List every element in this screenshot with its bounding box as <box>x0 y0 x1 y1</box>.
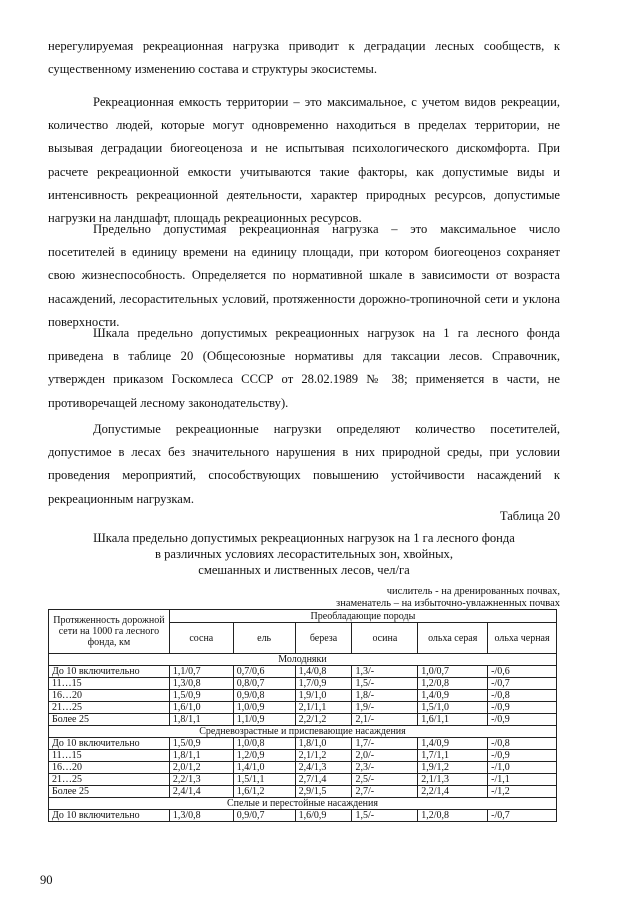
road-length-cell: 11…15 <box>49 678 170 690</box>
load-value-cell: -/0,6 <box>488 666 557 678</box>
load-value-cell: 2,1/1,1 <box>295 702 352 714</box>
load-value-cell: 1,0/0,9 <box>233 702 295 714</box>
section-row <box>49 798 557 810</box>
load-value-cell: 1,6/1,2 <box>233 786 295 798</box>
table-label: Таблица 20 <box>499 509 560 523</box>
load-value-cell: -/1,0 <box>488 762 557 774</box>
load-value-cell: 2,9/1,5 <box>295 786 352 798</box>
load-value-cell: 1,8/1,1 <box>169 714 233 726</box>
header-road-length: Протяженность дорожной сети на 1000 га лесного фонда, км <box>49 610 170 654</box>
load-value-cell: 1,3/- <box>352 666 418 678</box>
table-row <box>49 810 557 822</box>
header-species: ольха серая <box>418 623 488 654</box>
road-length-cell: Более 25 <box>49 714 170 726</box>
load-value-cell: 2,7/1,4 <box>295 774 352 786</box>
table-note-line: знаменатель – на избыточно-увлажненных почвах <box>336 598 560 609</box>
load-value-cell: 1,7/0,9 <box>295 678 352 690</box>
load-value-cell: 0,9/0,8 <box>233 690 295 702</box>
load-value-cell: 1,5/- <box>352 810 418 822</box>
load-value-cell: -/0,7 <box>488 810 557 822</box>
load-value-cell: 1,1/0,7 <box>169 666 233 678</box>
load-value-cell: -/1,2 <box>488 786 557 798</box>
load-value-cell: 1,5/0,9 <box>169 690 233 702</box>
load-value-cell: 2,0/1,2 <box>169 762 233 774</box>
load-value-cell: 2,0/- <box>352 750 418 762</box>
table-row <box>49 786 557 798</box>
table-row <box>49 714 557 726</box>
road-length-cell: До 10 включительно <box>49 666 170 678</box>
section-row <box>49 654 557 666</box>
load-value-cell: 1,4/0,9 <box>418 738 488 750</box>
load-value-cell: 1,8/- <box>352 690 418 702</box>
table-title-line: в различных условиях лесорастительных зон, хвойных, <box>155 547 453 561</box>
table-title-line: Шкала предельно допустимых рекреационных нагрузок на 1 га лесного фонда <box>93 531 515 545</box>
load-value-cell: -/1,1 <box>488 774 557 786</box>
paragraph-4: Шкала предельно допустимых рекреационных нагрузок на 1 га лесного фонда приведена в таблице 20 (Общесоюзные нормативы для таксации лесов. Справочник, утвержден приказом Госкомлеса СССР от 28.02.1989 № 38; применяется в части, не противоречащей лесному законодательству). <box>48 326 560 410</box>
load-value-cell: -/0,9 <box>488 702 557 714</box>
load-value-cell: 1,8/1,1 <box>169 750 233 762</box>
header-species-group: Преобладающие породы <box>169 610 556 623</box>
paragraph-3: Предельно допустимая рекреационная нагрузка – это максимальное число посетителей в единицу времени на единицу площади, при котором биогеоценоз сохраняет свою жизнеспособность. Определяется по нормативной шкале в зависимости от возраста насаждений, лесорастительных условий, протяженности дорожно-тропиночной сети и уклона поверхности. <box>48 222 560 329</box>
road-length-cell: До 10 включительно <box>49 738 170 750</box>
load-value-cell: 2,5/- <box>352 774 418 786</box>
load-value-cell: 1,3/0,8 <box>169 678 233 690</box>
load-value-cell: 1,7/1,1 <box>418 750 488 762</box>
section-row <box>49 726 557 738</box>
load-value-cell: -/0,9 <box>488 750 557 762</box>
road-length-cell: 21…25 <box>49 774 170 786</box>
load-value-cell: 1,9/1,0 <box>295 690 352 702</box>
load-value-cell: 2,7/- <box>352 786 418 798</box>
paragraph-5: Допустимые рекреационные нагрузки определяют количество посетителей, допустимое в лесах без значительного нарушения в них природной среды, при условии проведения мероприятий, способствующих повышению устойчивости насаждений к рекреационным нагрузкам. <box>48 422 560 506</box>
paragraph-1: нерегулируемая рекреационная нагрузка приводит к деградации лесных сообществ, к существенному изменению состава и структуры экосистемы. <box>48 39 560 77</box>
load-value-cell: 2,1/1,3 <box>418 774 488 786</box>
table-row <box>49 702 557 714</box>
load-value-cell: 1,1/0,9 <box>233 714 295 726</box>
road-length-cell: До 10 включительно <box>49 810 170 822</box>
header-species: сосна <box>169 623 233 654</box>
load-value-cell: 1,3/0,8 <box>169 810 233 822</box>
table-title-line: смешанных и лиственных лесов, чел/га <box>198 563 410 577</box>
table-note-line: числитель - на дренированных почвах, <box>386 586 560 597</box>
load-value-cell: 1,5/1,1 <box>233 774 295 786</box>
recreation-load-table <box>48 609 557 822</box>
load-value-cell: 1,2/0,8 <box>418 810 488 822</box>
load-value-cell: 2,1/1,2 <box>295 750 352 762</box>
load-value-cell: 0,9/0,7 <box>233 810 295 822</box>
road-length-cell: 21…25 <box>49 702 170 714</box>
table-note <box>336 586 560 610</box>
load-value-cell: 2,1/- <box>352 714 418 726</box>
load-value-cell: 0,8/0,7 <box>233 678 295 690</box>
header-species: осина <box>352 623 418 654</box>
load-value-cell: 1,2/0,8 <box>418 678 488 690</box>
load-value-cell: 2,4/1,3 <box>295 762 352 774</box>
load-value-cell: -/0,9 <box>488 714 557 726</box>
load-value-cell: 1,2/0,9 <box>233 750 295 762</box>
load-value-cell: 1,9/- <box>352 702 418 714</box>
load-value-cell: 2,3/- <box>352 762 418 774</box>
load-value-cell: 1,6/1,1 <box>418 714 488 726</box>
table-row <box>49 738 557 750</box>
load-value-cell: 2,2/1,4 <box>418 786 488 798</box>
load-value-cell: -/0,7 <box>488 678 557 690</box>
load-value-cell: 1,9/1,2 <box>418 762 488 774</box>
table-body <box>49 654 557 822</box>
load-value-cell: 1,4/1,0 <box>233 762 295 774</box>
load-value-cell: 2,4/1,4 <box>169 786 233 798</box>
road-length-cell: 11…15 <box>49 750 170 762</box>
load-value-cell: 1,5/0,9 <box>169 738 233 750</box>
load-value-cell: 2,2/1,3 <box>169 774 233 786</box>
paragraph-2: Рекреационная емкость территории – это максимальное, с учетом видов рекреации, количество людей, которые могут одновременно находиться в пределах территории, не вызывая деградации биогеоценоза и не испытывая психологического дискомфорта. При расчете рекреационной емкости учитываются такие факторы, как допустимые виды и интенсивность рекреационной деятельности, характер природных ресурсов, допустимые нагрузки на ландшафт, площадь рекреационных ресурсов. <box>48 95 560 226</box>
table-title <box>48 530 560 578</box>
road-length-cell: Более 25 <box>49 786 170 798</box>
page-number: 90 <box>40 873 53 887</box>
load-value-cell: 1,6/1,0 <box>169 702 233 714</box>
load-value-cell: 1,0/0,8 <box>233 738 295 750</box>
load-value-cell: 0,7/0,6 <box>233 666 295 678</box>
load-value-cell: 1,5/- <box>352 678 418 690</box>
load-value-cell: -/0,8 <box>488 738 557 750</box>
section-title: Средневозрастные и приспевающие насаждения <box>49 726 557 738</box>
section-title: Спелые и перестойные насаждения <box>49 798 557 810</box>
load-value-cell: 1,8/1,0 <box>295 738 352 750</box>
load-value-cell: 1,7/- <box>352 738 418 750</box>
load-value-cell: 1,6/0,9 <box>295 810 352 822</box>
load-value-cell: -/0,8 <box>488 690 557 702</box>
road-length-cell: 16…20 <box>49 690 170 702</box>
table-row <box>49 678 557 690</box>
load-value-cell: 1,0/0,7 <box>418 666 488 678</box>
load-value-cell: 1,5/1,0 <box>418 702 488 714</box>
load-value-cell: 2,2/1,2 <box>295 714 352 726</box>
load-value-cell: 1,4/0,8 <box>295 666 352 678</box>
header-species: ель <box>233 623 295 654</box>
header-species: ольха черная <box>488 623 557 654</box>
section-title: Молодняки <box>49 654 557 666</box>
table-row <box>49 666 557 678</box>
table-row <box>49 774 557 786</box>
road-length-cell: 16…20 <box>49 762 170 774</box>
header-species: береза <box>295 623 352 654</box>
table-row <box>49 750 557 762</box>
table-row <box>49 690 557 702</box>
load-value-cell: 1,4/0,9 <box>418 690 488 702</box>
table-row <box>49 762 557 774</box>
